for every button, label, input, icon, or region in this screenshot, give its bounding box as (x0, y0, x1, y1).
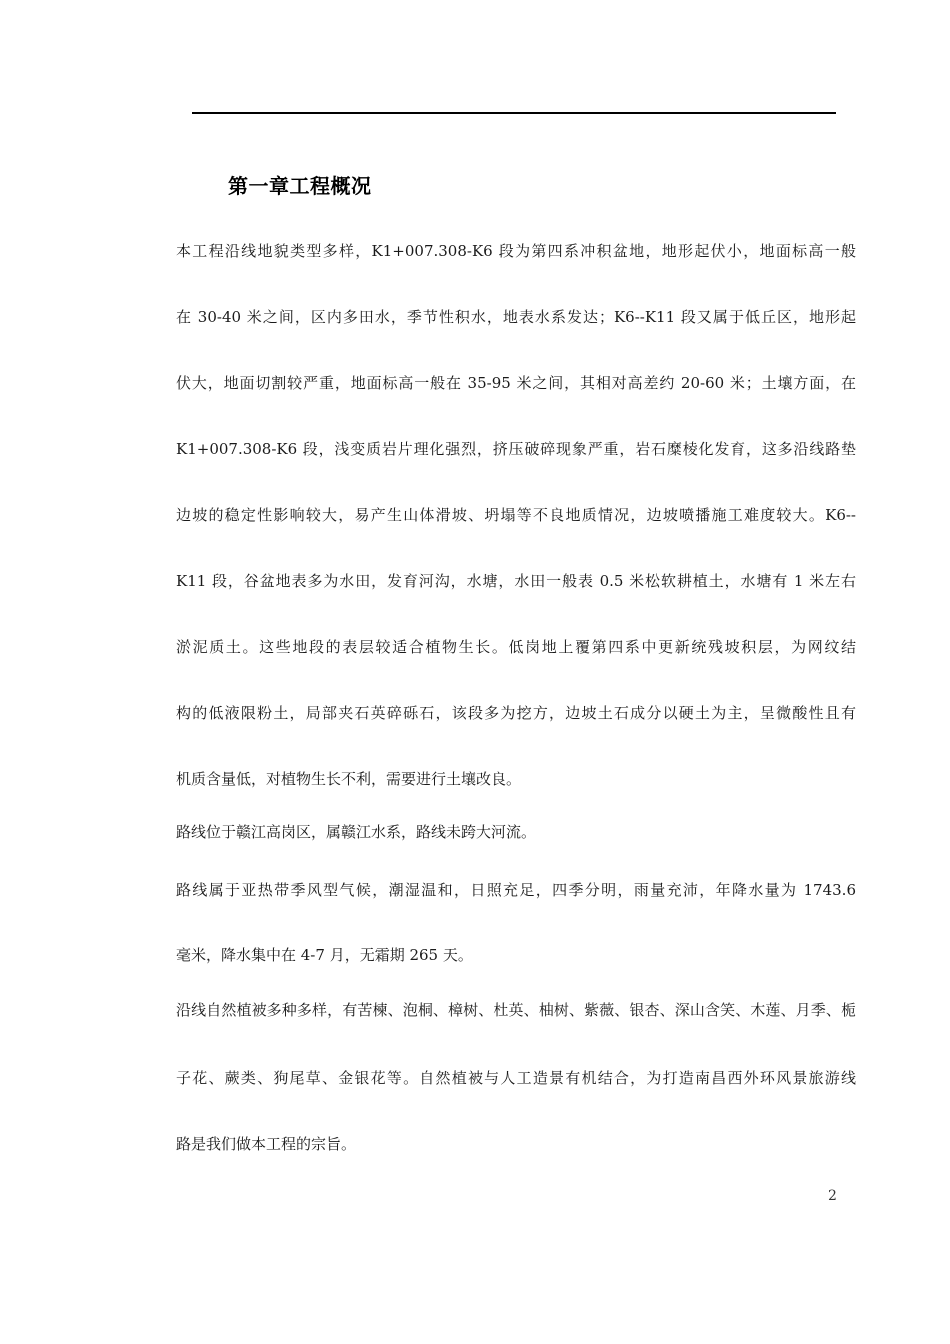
text-line: 路线属于亚热带季风型气候，潮湿温和，日照充足，四季分明，雨量充沛，年降水量为 1743.6 (176, 881, 856, 899)
text-line: 边坡的稳定性影响较大，易产生山体滑坡、坍塌等不良地质情况，边坡喷播施工难度较大。K6-- (176, 506, 856, 524)
text-line: 毫米，降水集中在 4-7 月，无霜期 265 天。 (176, 946, 473, 964)
page-number: 2 (828, 1188, 837, 1204)
text-line: 路线位于赣江高岗区，属赣江水系，路线未跨大河流。 (176, 823, 537, 841)
text-line: 沿线自然植被多种多样，有苦楝、泡桐、樟树、杜英、柚树、紫薇、银杏、深山含笑、木莲、月季、栀 (176, 1001, 856, 1019)
text-line: 本工程沿线地貌类型多样，K1+007.308-K6 段为第四系冲积盆地，地形起伏小，地面标高一般 (176, 242, 856, 260)
text-line: 伏大，地面切割较严重，地面标高一般在 35-95 米之间，其相对高差约 20-60 米；土壤方面，在 (176, 374, 856, 392)
text-line: 淤泥质土。这些地段的表层较适合植物生长。低岗地上覆第四系中更新统残坡积层，为网纹结 (176, 638, 856, 656)
text-line: 机质含量低，对植物生长不利，需要进行土壤改良。 (176, 770, 522, 788)
text-line: K1+007.308-K6 段，浅变质岩片理化强烈，挤压破碎现象严重，岩石糜棱化发育，这多沿线路垫 (176, 440, 856, 458)
text-line: 子花、蕨类、狗尾草、金银花等。自然植被与人工造景有机结合，为打造南昌西外环风景旅游线 (176, 1069, 856, 1087)
text-line: 在 30-40 米之间，区内多田水，季节性积水，地表水系发达；K6--K11 段又属于低丘区，地形起 (176, 308, 856, 326)
header-rule (192, 112, 836, 114)
chapter-title: 第一章工程概况 (228, 174, 372, 198)
text-line: 路是我们做本工程的宗旨。 (176, 1135, 357, 1153)
text-line: 构的低液限粉土，局部夹石英碎砾石，该段多为挖方，边坡土石成分以硬土为主，呈微酸性且有 (176, 704, 856, 722)
text-line: K11 段，谷盆地表多为水田，发育河沟，水塘，水田一般表 0.5 米松软耕植土，水塘有 1 米左右 (176, 572, 856, 590)
